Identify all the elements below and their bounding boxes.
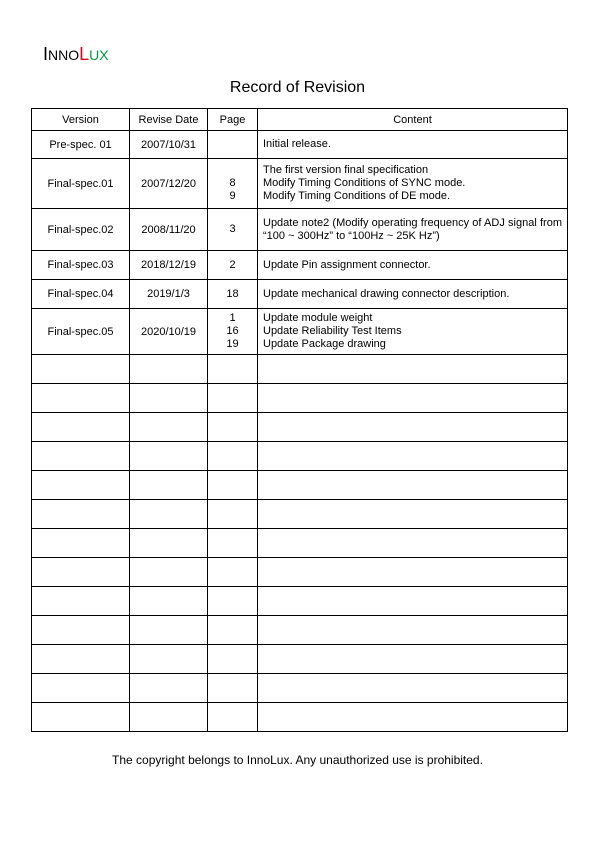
empty-cell [130,674,208,703]
copyright-footer: The copyright belongs to InnoLux. Any unauthorized use is prohibited. [112,753,483,767]
table-header-row [32,109,568,131]
revision-date: 2008/11/20 [130,209,208,251]
empty-cell [208,500,258,529]
revision-pages [208,209,258,251]
empty-cell [130,587,208,616]
empty-row [32,587,568,616]
revision-page-number: 8 [229,177,236,189]
empty-cell [32,674,130,703]
empty-cell [208,587,258,616]
revision-row [32,309,568,355]
revision-version: Final-spec.03 [32,251,130,280]
revision-content [258,159,568,209]
empty-cell [32,413,130,442]
empty-cell [258,355,568,384]
revision-page-number: 19 [226,338,239,350]
revision-version: Final-spec.01 [32,159,130,209]
empty-row [32,471,568,500]
empty-cell [130,471,208,500]
empty-cell [258,587,568,616]
revision-pages [208,159,258,209]
empty-cell [32,529,130,558]
revision-page-number: 18 [226,287,239,300]
empty-row [32,442,568,471]
revision-page-number: 1 [229,312,236,324]
revision-content [258,131,568,159]
empty-cell [32,384,130,413]
header-version: Version [32,109,130,131]
empty-cell [258,529,568,558]
empty-cell [258,645,568,674]
empty-cell [258,471,568,500]
empty-cell [32,587,130,616]
empty-cell [208,645,258,674]
revision-content-line: Update module weight [263,312,373,324]
empty-cell [130,355,208,384]
empty-cell [130,703,208,732]
empty-cell [32,442,130,471]
revision-content-line: Update Package drawing [263,338,386,350]
logo-letters-ux: UX [89,47,109,63]
empty-row [32,558,568,587]
empty-cell [32,471,130,500]
empty-cell [130,442,208,471]
revision-content [258,251,568,280]
empty-cell [208,384,258,413]
empty-cell [258,703,568,732]
revision-content-line: Modify Timing Conditions of SYNC mode. [263,177,466,189]
revision-content-line: Modify Timing Conditions of DE mode. [263,190,451,202]
logo-letters-nno: NNO [48,47,80,63]
revision-page-number: 2 [229,258,236,271]
empty-cell [32,645,130,674]
empty-cell [130,616,208,645]
empty-row [32,500,568,529]
empty-cell [130,558,208,587]
logo-letter-i: I [43,44,49,64]
empty-row [32,413,568,442]
empty-cell [208,355,258,384]
revision-pages [208,251,258,280]
header-revise-date: Revise Date [130,109,208,131]
empty-cell [32,500,130,529]
empty-cell [130,384,208,413]
revision-pages [208,280,258,309]
revision-pages [208,131,258,159]
empty-row [32,355,568,384]
empty-cell [208,529,258,558]
empty-cell [130,413,208,442]
revision-date: 2018/12/19 [130,251,208,280]
revision-content-line: Update Pin assignment connector. [263,258,431,271]
empty-cell [208,471,258,500]
empty-cell [130,645,208,674]
revision-content-line: Update note2 (Modify operating frequency of ADJ signal from “100 ~ 300Hz” to “100Hz ~ 25K Hz”) [263,216,562,242]
empty-row [32,645,568,674]
revision-date: 2007/12/20 [130,159,208,209]
header-page: Page [208,109,258,131]
revision-content-line: Update mechanical drawing connector description. [263,287,510,300]
revision-date: 2019/1/3 [130,280,208,309]
empty-row [32,529,568,558]
revision-version: Final-spec.02 [32,209,130,251]
empty-row [32,616,568,645]
revision-version: Pre-spec. 01 [32,131,130,159]
revision-row [32,209,568,251]
empty-cell [208,442,258,471]
empty-row [32,674,568,703]
empty-cell [258,674,568,703]
empty-cell [32,558,130,587]
empty-cell [208,413,258,442]
revision-table [31,108,568,732]
revision-page-number: 16 [226,325,239,337]
revision-version: Final-spec.05 [32,309,130,355]
revision-table-body [32,131,568,732]
empty-row [32,384,568,413]
revision-pages [208,309,258,355]
revision-content [258,309,568,355]
empty-cell [32,703,130,732]
empty-cell [130,529,208,558]
empty-cell [258,413,568,442]
page-title: Record of Revision [229,79,366,96]
revision-page-number [213,164,252,177]
header-content: Content [258,109,568,131]
revision-content [258,209,568,251]
empty-cell [258,442,568,471]
innolux-logo [43,44,109,65]
empty-cell [208,558,258,587]
empty-cell [130,500,208,529]
revision-row [32,159,568,209]
empty-cell [208,616,258,645]
revision-content-line: Update Reliability Test Items [263,325,402,337]
logo-letter-l: L [79,44,90,64]
revision-version: Final-spec.04 [32,280,130,309]
revision-content [258,280,568,309]
revision-date: 2007/10/31 [130,131,208,159]
empty-cell [258,500,568,529]
empty-cell [32,355,130,384]
empty-cell [258,384,568,413]
revision-date: 2020/10/19 [130,309,208,355]
revision-page-number: 3 [229,223,236,235]
revision-row [32,280,568,309]
revision-page-number: 9 [229,190,236,202]
revision-row [32,251,568,280]
empty-row [32,703,568,732]
revision-content-line: Initial release. [263,138,331,150]
empty-cell [258,558,568,587]
revision-row [32,131,568,159]
empty-cell [208,703,258,732]
empty-cell [208,674,258,703]
revision-content-line: The first version final specification [263,164,429,176]
empty-cell [258,616,568,645]
empty-cell [32,616,130,645]
